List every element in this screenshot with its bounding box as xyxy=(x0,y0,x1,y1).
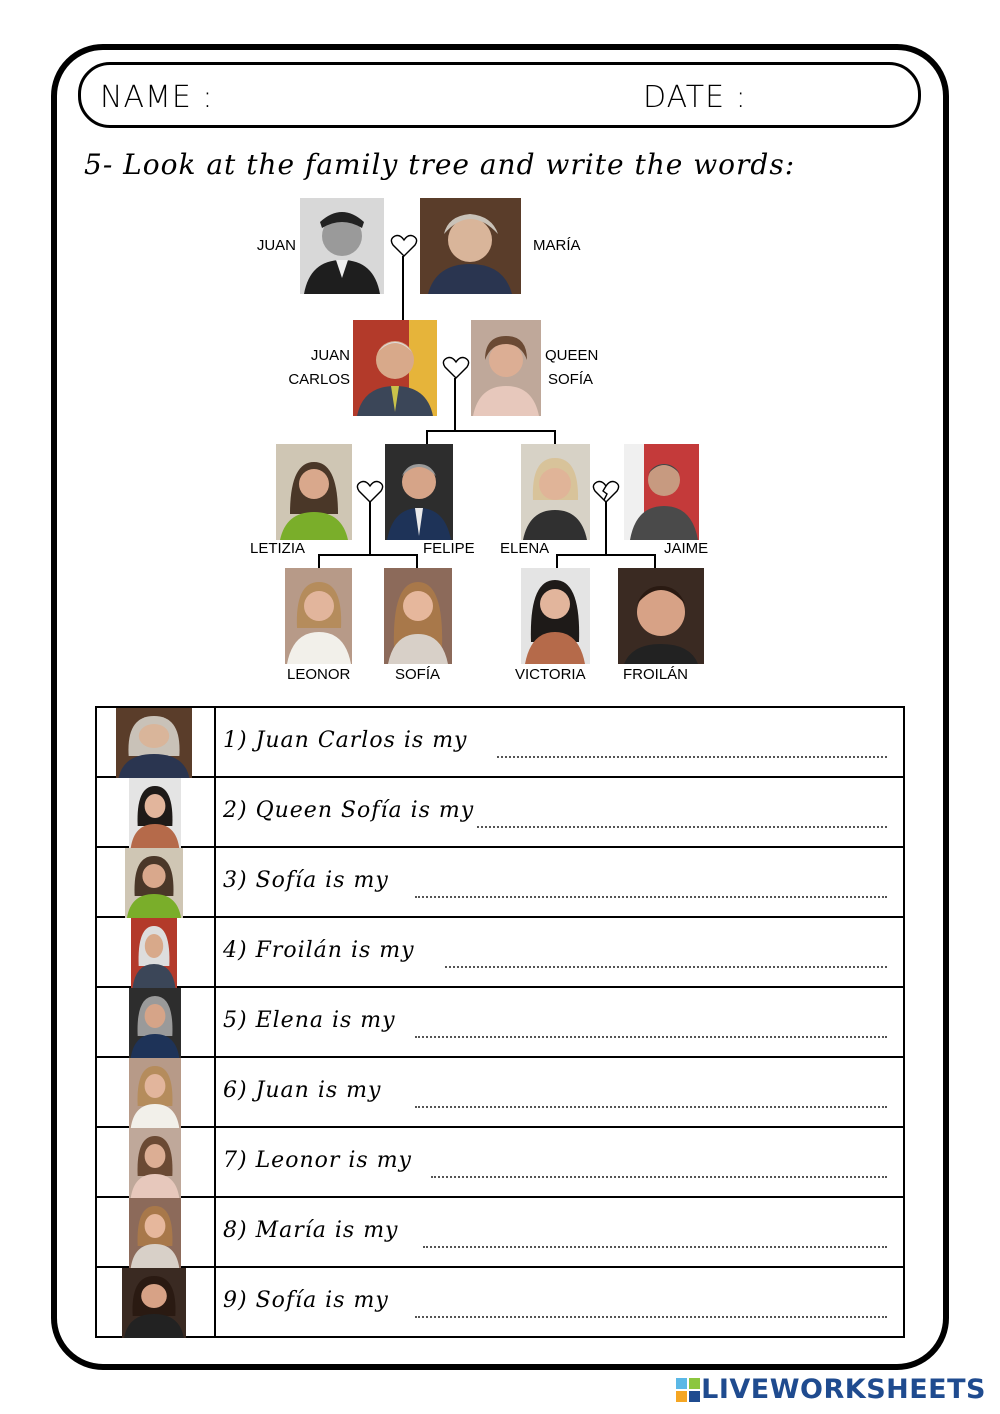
answer-blank[interactable] xyxy=(415,896,887,898)
tree-line-gen2-stem xyxy=(454,378,456,430)
question-photo-cell xyxy=(96,1127,215,1197)
question-photo-cell xyxy=(96,1057,215,1127)
answer-blank[interactable] xyxy=(415,1316,887,1318)
liveworksheets-logo xyxy=(675,1374,986,1405)
answer-blank[interactable] xyxy=(415,1036,887,1038)
question-row xyxy=(96,1057,904,1127)
question-text: 7) Leonor is my xyxy=(223,1148,412,1173)
tree-line-to-felipe xyxy=(426,430,428,444)
question-photo xyxy=(129,1128,181,1198)
tree-line-to-victoria xyxy=(556,554,558,568)
question-photo-cell xyxy=(96,917,215,987)
tree-line-elena-stem xyxy=(605,500,607,555)
tree-name-elena: ELENA xyxy=(500,540,550,557)
question-text-cell xyxy=(215,1267,904,1337)
question-row xyxy=(96,1267,904,1337)
question-photo xyxy=(129,1198,181,1268)
tree-line-to-leonor xyxy=(318,554,320,568)
answer-blank[interactable] xyxy=(445,966,887,968)
question-text-cell xyxy=(215,917,904,987)
answer-blank[interactable] xyxy=(415,1106,887,1108)
question-photo-cell xyxy=(96,847,215,917)
question-photo xyxy=(125,848,183,918)
question-row xyxy=(96,777,904,847)
tree-name-juan-carlos-line2: CARLOS xyxy=(288,371,350,388)
question-text: 9) Sofía is my xyxy=(223,1288,389,1313)
question-row xyxy=(96,847,904,917)
question-photo-cell xyxy=(96,1197,215,1267)
question-photo xyxy=(129,778,181,848)
tree-line-elena-bar xyxy=(556,554,656,556)
heart-icon xyxy=(390,234,418,258)
instruction-text: 5- Look at the family tree and write the words: xyxy=(84,148,796,181)
photo-leonor xyxy=(285,568,352,664)
question-text: 3) Sofía is my xyxy=(223,868,389,893)
question-photo xyxy=(129,988,181,1058)
tree-name-froilan: FROILÁN xyxy=(623,666,689,683)
tree-line-to-sofia xyxy=(416,554,418,568)
tree-line-to-froilan xyxy=(654,554,656,568)
question-photo xyxy=(129,1058,181,1128)
question-photo-cell xyxy=(96,707,215,777)
tree-name-victoria: VICTORIA xyxy=(515,666,586,683)
tree-name-juan-carlos-line1: JUAN xyxy=(310,347,350,364)
question-text-cell xyxy=(215,707,904,777)
answer-blank[interactable] xyxy=(497,756,887,758)
question-row xyxy=(96,987,904,1057)
question-row xyxy=(96,707,904,777)
question-photo xyxy=(131,918,177,988)
heart-icon xyxy=(356,480,384,504)
questions-table xyxy=(95,706,905,1338)
question-row xyxy=(96,917,904,987)
photo-letizia xyxy=(276,444,352,540)
tree-name-sofia: SOFÍA xyxy=(395,666,441,683)
question-text: 5) Elena is my xyxy=(223,1008,396,1033)
photo-juan-carlos xyxy=(353,320,437,416)
broken-heart-icon xyxy=(592,480,620,504)
tree-name-queen-sofia-line2: SOFÍA xyxy=(548,371,594,388)
tree-line-gen2-bar xyxy=(426,430,556,432)
tree-name-letizia: LETIZIA xyxy=(250,540,306,557)
question-row xyxy=(96,1127,904,1197)
tree-name-leonor: LEONOR xyxy=(287,666,351,683)
question-text-cell xyxy=(215,987,904,1057)
question-row xyxy=(96,1197,904,1267)
liveworksheets-icon xyxy=(675,1377,701,1403)
answer-blank[interactable] xyxy=(431,1176,887,1178)
question-text-cell xyxy=(215,1057,904,1127)
answer-blank[interactable] xyxy=(477,826,887,828)
answer-blank[interactable] xyxy=(423,1246,887,1248)
photo-victoria xyxy=(521,568,590,664)
question-photo-cell xyxy=(96,1267,215,1337)
heart-icon xyxy=(442,356,470,380)
photo-maria xyxy=(420,198,521,294)
photo-felipe xyxy=(385,444,453,540)
photo-froilan xyxy=(618,568,704,664)
tree-name-maria: MARÍA xyxy=(533,237,581,254)
name-label: NAME : xyxy=(100,80,214,115)
liveworksheets-text: LIVEWORKSHEETS xyxy=(701,1374,986,1405)
tree-name-juan: JUAN xyxy=(256,237,296,254)
question-text-cell xyxy=(215,1127,904,1197)
tree-name-felipe: FELIPE xyxy=(423,540,475,557)
question-text: 2) Queen Sofía is my xyxy=(223,798,475,823)
question-text: 4) Froilán is my xyxy=(223,938,415,963)
question-text: 8) María is my xyxy=(223,1218,399,1243)
question-text-cell xyxy=(215,777,904,847)
question-photo-cell xyxy=(96,777,215,847)
question-photo xyxy=(122,1268,186,1338)
photo-jaime xyxy=(624,444,699,540)
tree-line-gen1 xyxy=(402,256,404,320)
photo-juan xyxy=(300,198,384,294)
question-text: 6) Juan is my xyxy=(223,1078,382,1103)
photo-queen-sofia xyxy=(471,320,541,416)
question-text-cell xyxy=(215,847,904,917)
tree-name-jaime: JAIME xyxy=(664,540,709,557)
tree-line-felipe-stem xyxy=(369,500,371,555)
photo-sofia xyxy=(384,568,452,664)
tree-line-felipe-bar xyxy=(318,554,418,556)
date-label: DATE : xyxy=(643,80,747,115)
tree-line-to-elena xyxy=(554,430,556,444)
question-text: 1) Juan Carlos is my xyxy=(223,728,468,753)
question-photo-cell xyxy=(96,987,215,1057)
tree-name-queen-sofia-line1: QUEEN xyxy=(545,347,599,364)
question-text-cell xyxy=(215,1197,904,1267)
question-photo xyxy=(116,708,192,778)
photo-elena xyxy=(521,444,590,540)
